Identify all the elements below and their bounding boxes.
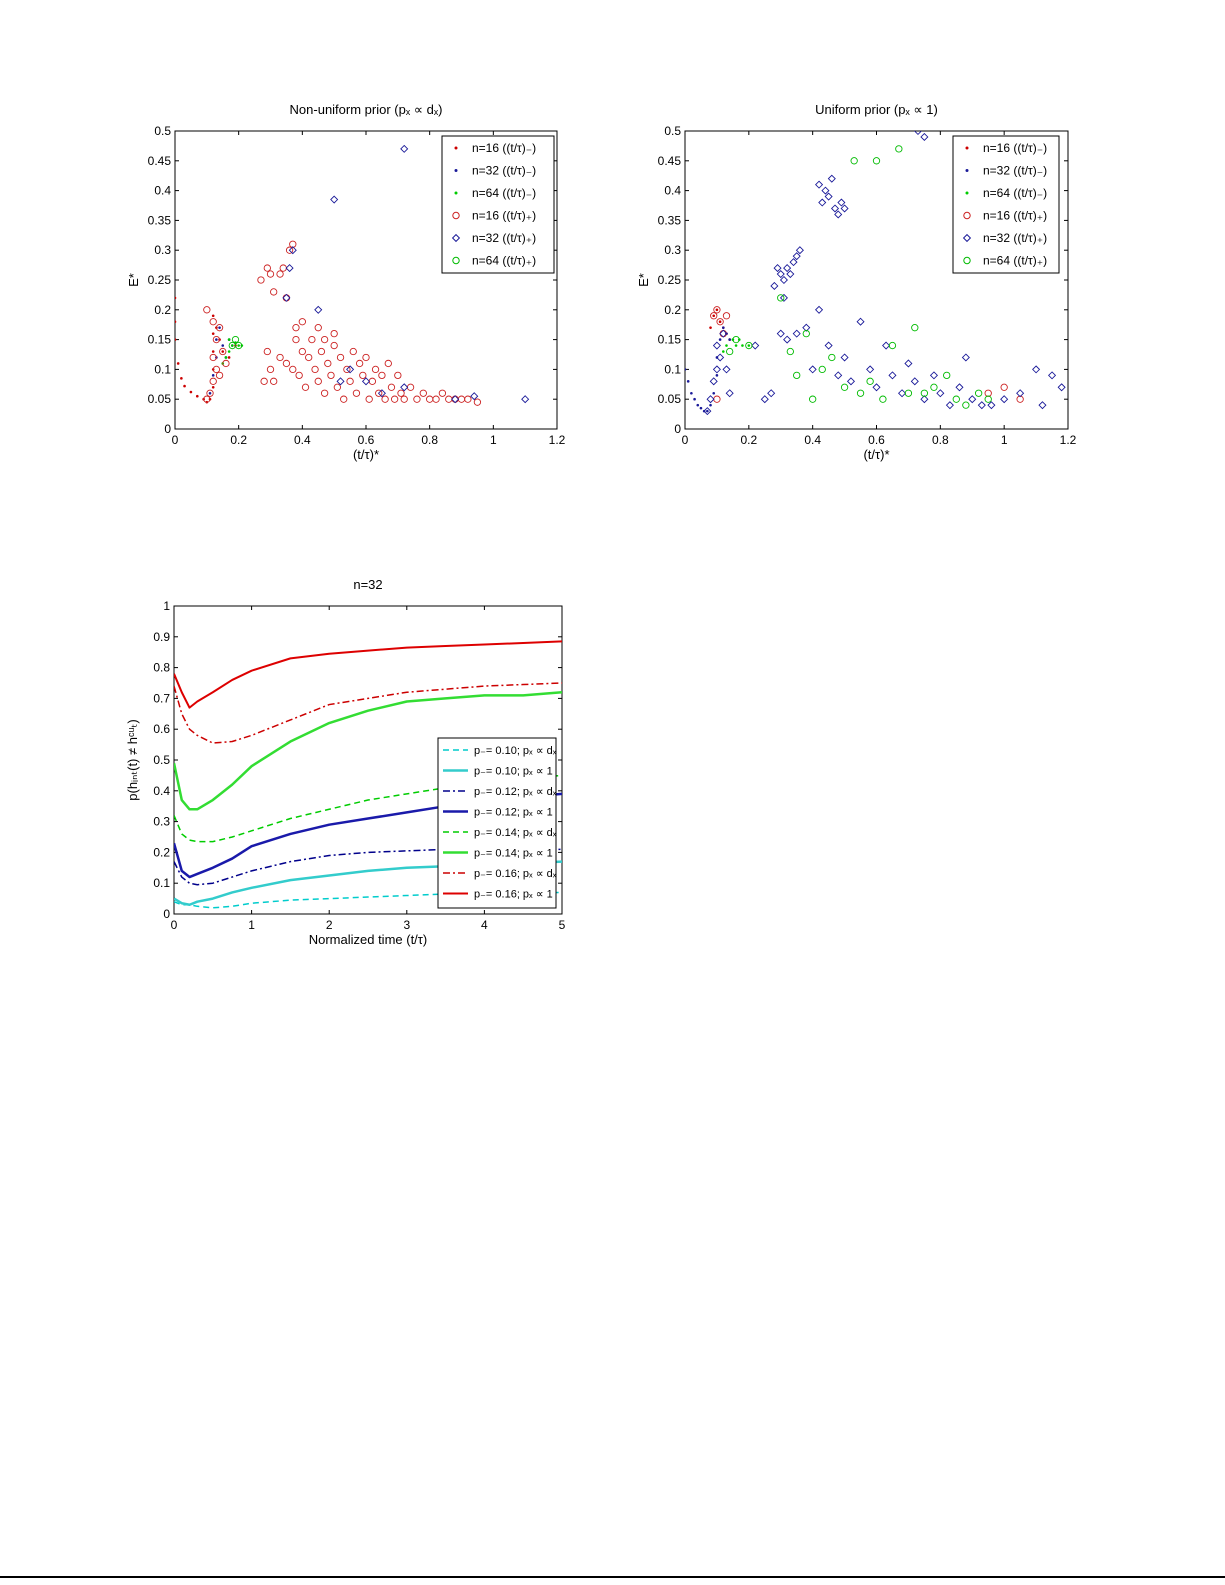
y-tick-label: 0 [674, 422, 681, 436]
x-tick-label: 0.4 [804, 433, 822, 447]
legend-label: n=32 ((t/τ)₋) [983, 163, 1048, 178]
x-axis-label: Normalized time (t/τ) [308, 932, 428, 947]
y-tick-label: 0.5 [664, 124, 681, 138]
y-tick-label: 0.05 [147, 392, 171, 407]
page-bottom-rule [0, 1576, 1225, 1578]
x-tick-label: 1 [1000, 433, 1008, 447]
legend-label: n=64 ((t/τ)₋) [983, 186, 1048, 200]
y-tick-label: 0.25 [147, 273, 171, 287]
x-tick-label: 0.2 [230, 433, 248, 447]
y-axis-label: p(hᵢₙₜ(t) ≠ hᶜᵘₜ) [125, 719, 140, 801]
y-tick-label: 0.2 [153, 845, 170, 860]
chart-title: Uniform prior (pₓ ∝ 1) [815, 102, 938, 117]
y-tick-label: 0.25 [657, 273, 681, 287]
legend-label: n=32 ((t/τ)₊) [472, 231, 537, 245]
y-tick-label: 0.3 [153, 814, 170, 829]
legend-label: p₋= 0.10; pₓ ∝ dₓ [474, 745, 557, 757]
legend-label: n=32 ((t/τ)₋) [472, 163, 537, 178]
x-tick-label: 1.2 [1059, 433, 1077, 447]
legend-label: n=64 ((t/τ)₋) [472, 186, 537, 200]
y-tick-label: 0.1 [664, 362, 681, 377]
legend-label: p₋= 0.16; pₓ ∝ dₓ [474, 868, 557, 880]
y-tick-label: 0.3 [664, 243, 681, 258]
y-tick-label: 0.4 [664, 183, 681, 198]
y-tick-label: 0.45 [147, 153, 171, 168]
x-tick-label: 0 [681, 433, 689, 447]
legend-label: p₋= 0.16; pₓ ∝ 1 [474, 888, 553, 901]
x-tick-label: 3 [403, 918, 411, 932]
y-tick-label: 0.3 [154, 243, 171, 258]
x-tick-label: 1.2 [548, 433, 566, 447]
x-tick-label: 1 [489, 433, 497, 447]
y-tick-label: 0.35 [147, 213, 171, 228]
x-tick-label: 5 [558, 918, 566, 932]
y-tick-label: 0.4 [153, 783, 170, 798]
x-tick-label: 0 [171, 433, 179, 447]
chart-title: n=32 [353, 577, 383, 592]
legend [438, 738, 557, 908]
y-tick-label: 0.15 [657, 332, 681, 347]
y-tick-label: 0.2 [664, 302, 681, 317]
legend-label: p₋= 0.12; pₓ ∝ 1 [474, 806, 553, 819]
legend-label: n=64 ((t/τ)₊) [983, 253, 1048, 268]
legend-label: p₋= 0.14; pₓ ∝ 1 [474, 847, 553, 860]
legend-label: n=16 ((t/τ)₋) [472, 141, 537, 155]
y-tick-label: 0.1 [153, 876, 170, 891]
x-tick-label: 0.8 [421, 433, 439, 447]
x-tick-label: 0.2 [740, 433, 758, 447]
y-axis-label: E* [126, 273, 141, 287]
y-tick-label: 0.45 [657, 153, 681, 168]
x-tick-label: 2 [325, 918, 333, 932]
legend-label: p₋= 0.14; pₓ ∝ dₓ [474, 827, 557, 839]
y-tick-label: 0.7 [153, 691, 170, 706]
y-tick-label: 0.8 [153, 660, 170, 675]
y-tick-label: 0.05 [657, 392, 681, 407]
y-tick-label: 0.5 [153, 753, 170, 767]
legend-label: n=32 ((t/τ)₊) [983, 231, 1048, 245]
y-tick-label: 0.2 [154, 302, 171, 317]
legend-label: p₋= 0.12; pₓ ∝ dₓ [474, 786, 557, 798]
y-tick-label: 1 [163, 599, 170, 613]
y-axis-label: E* [636, 273, 651, 287]
y-tick-label: 0 [164, 422, 171, 436]
legend-label: n=64 ((t/τ)₊) [472, 253, 537, 268]
x-tick-label: 4 [481, 918, 488, 932]
legend-box [438, 738, 556, 908]
y-tick-label: 0.4 [154, 183, 171, 198]
x-tick-label: 1 [248, 918, 255, 932]
legend-label: p₋= 0.10; pₓ ∝ 1 [474, 765, 553, 778]
y-tick-label: 0.5 [154, 124, 171, 138]
chart-title: Non-uniform prior (pₓ ∝ dₓ) [289, 102, 443, 117]
x-tick-label: 0.4 [293, 433, 311, 447]
x-tick-label: 0.8 [931, 433, 949, 447]
y-tick-label: 0.35 [657, 213, 681, 228]
x-axis-label: (t/τ)* [352, 447, 380, 462]
y-tick-label: 0 [163, 907, 170, 921]
y-tick-label: 0.15 [147, 332, 171, 347]
x-tick-label: 0.6 [357, 433, 375, 447]
x-tick-label: 0 [170, 918, 178, 932]
x-tick-label: 0.6 [868, 433, 885, 447]
legend-label: n=16 ((t/τ)₋) [983, 141, 1048, 155]
x-axis-label: (t/τ)* [863, 447, 890, 462]
y-tick-label: 0.1 [154, 362, 171, 377]
legend-label: n=16 ((t/τ)₊) [983, 208, 1048, 223]
y-tick-label: 0.6 [153, 722, 170, 737]
legend-label: n=16 ((t/τ)₊) [472, 208, 537, 223]
y-tick-label: 0.9 [153, 629, 170, 644]
